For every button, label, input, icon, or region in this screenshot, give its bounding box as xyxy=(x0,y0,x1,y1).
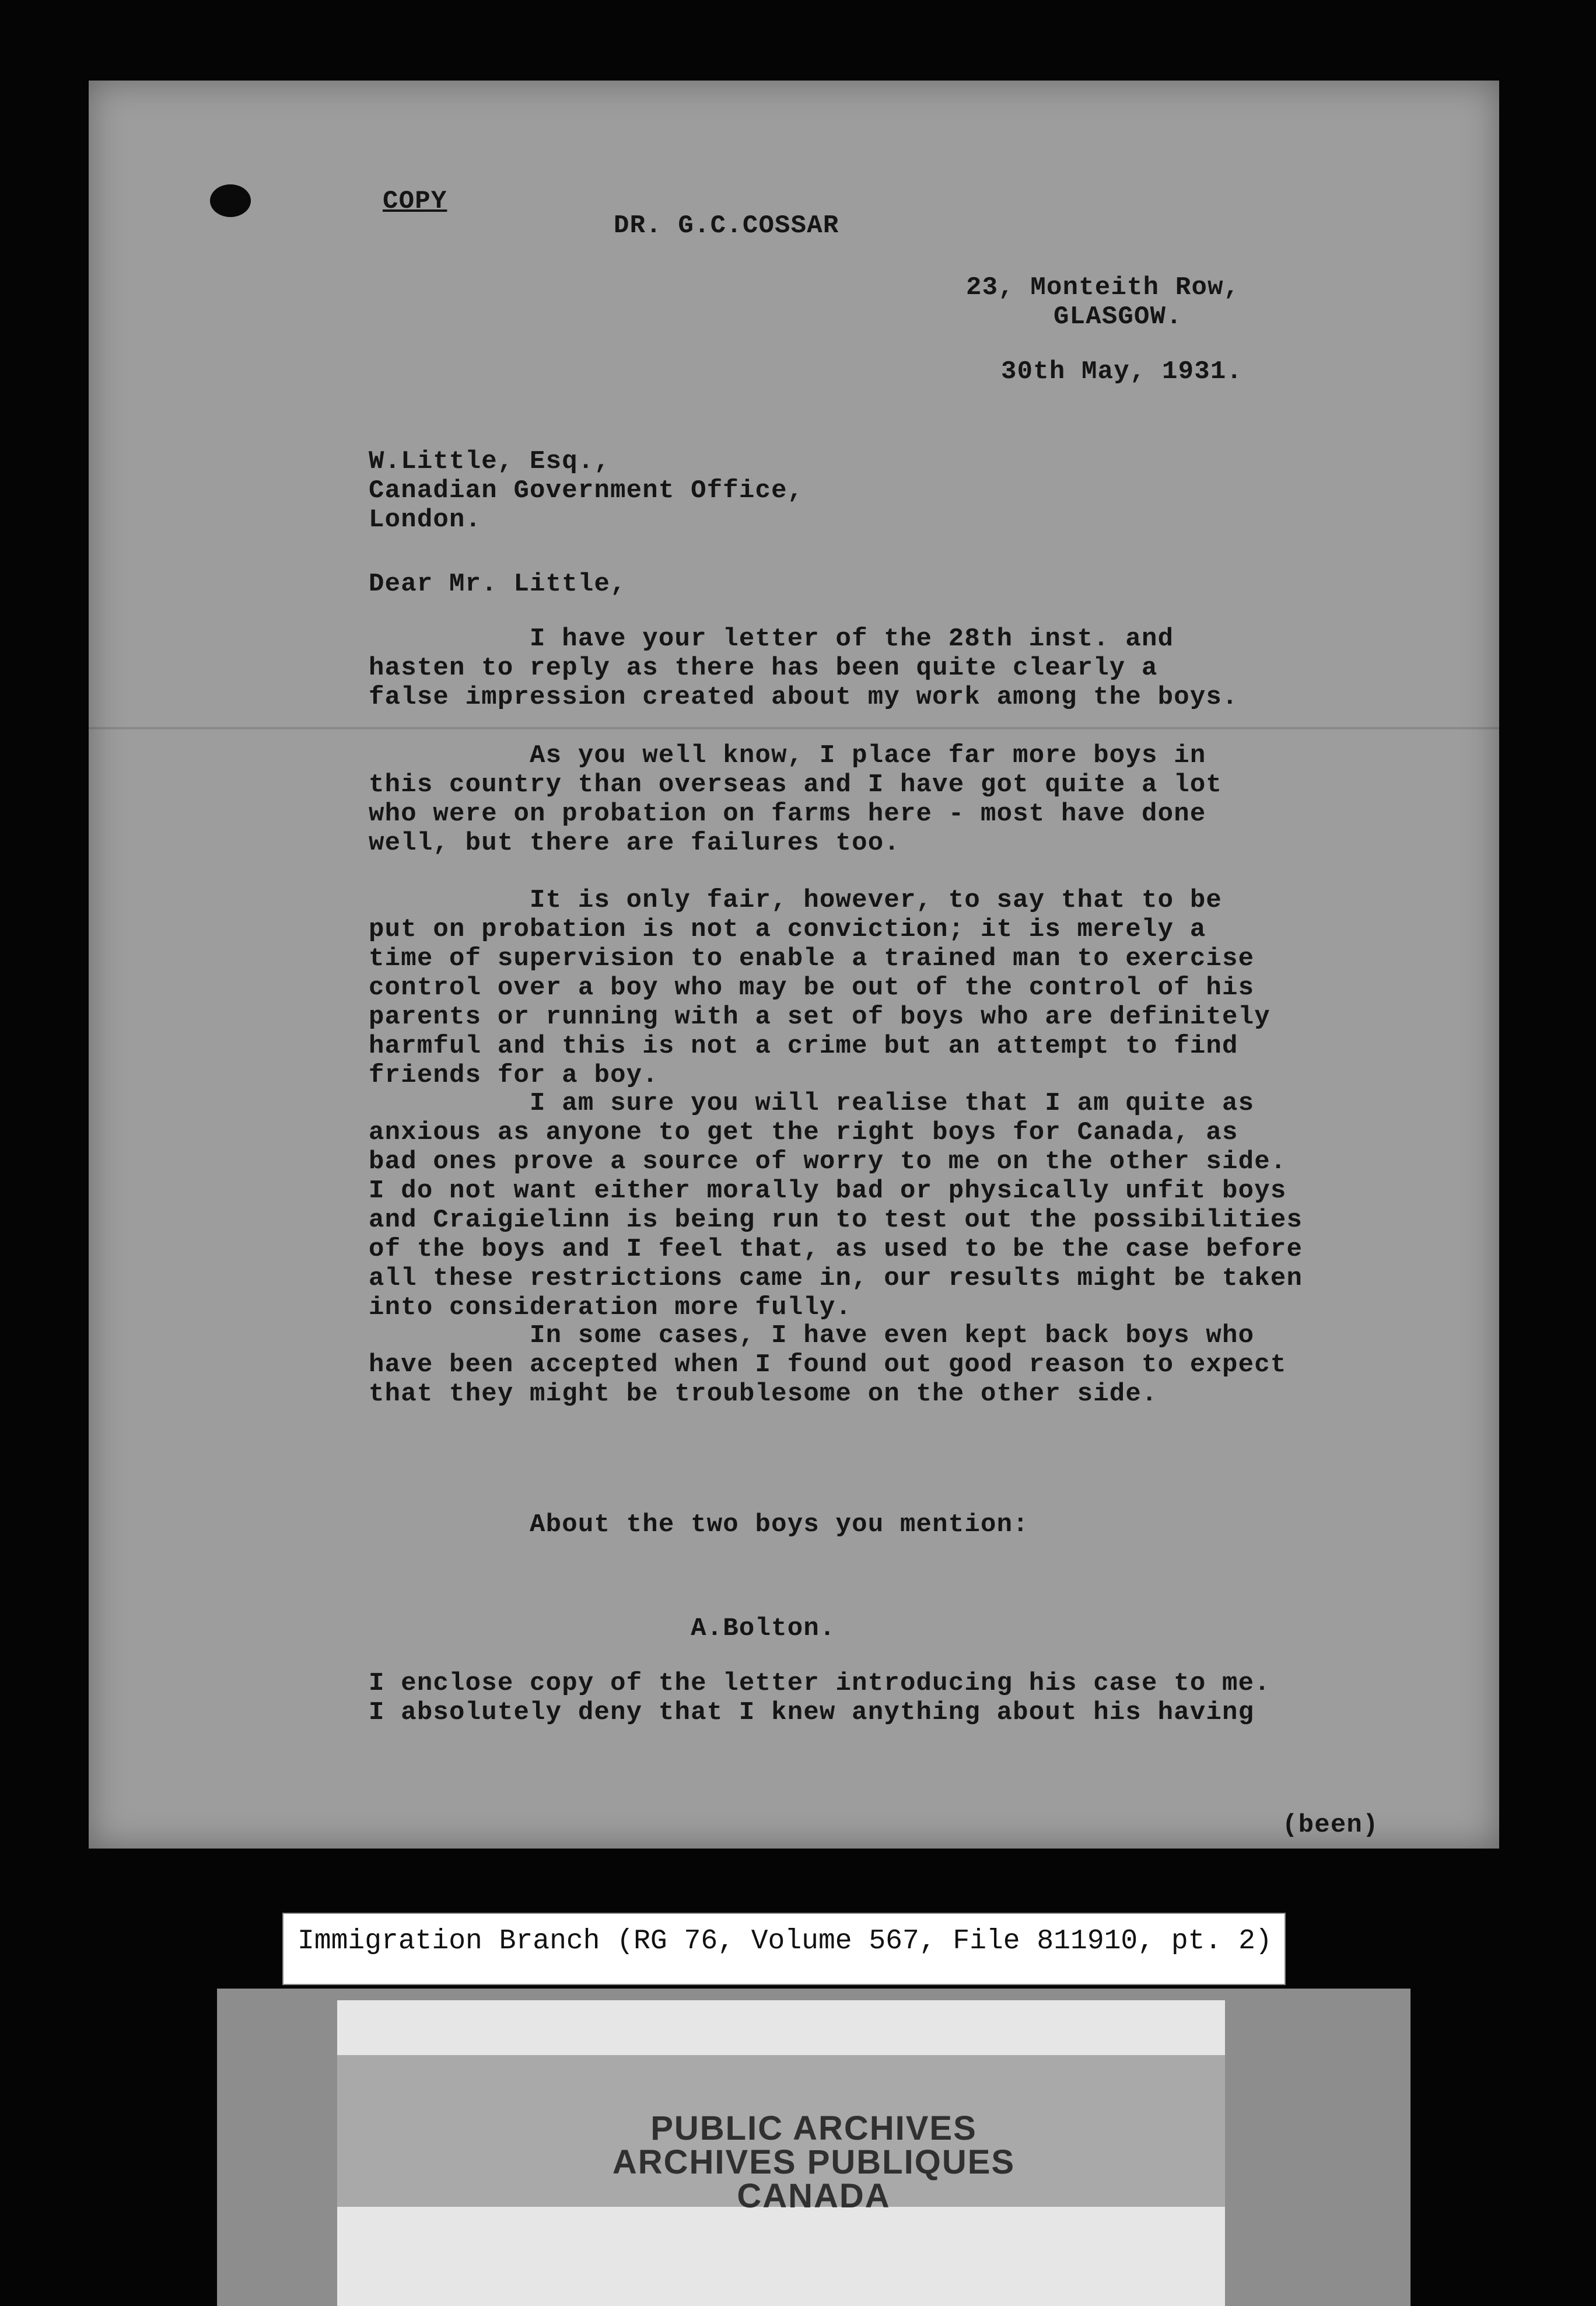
archive-stamp-line-3: CANADA xyxy=(737,2177,891,2215)
archive-reference-text: Immigration Branch (RG 76, Volume 567, File 811910, pt. 2) xyxy=(298,1926,1272,1957)
recipient-block: W.Little, Esq., Canadian Government Office, London. xyxy=(369,447,804,534)
paragraph-5: In some cases, I have even kept back boys who have been accepted when I found out good reason to expect that they might be troublesome on the other side. xyxy=(369,1321,1287,1409)
paragraph-3: It is only fair, however, to say that to be put on probation is not a conviction; it is merely a time of supervision to enable a trained man to exercise control over a boy who may be out of the control of his parents or running with a set of boys who are definitely harmful and this is not a crime but an attempt to find friends for a boy. xyxy=(369,886,1270,1090)
archive-stamp-line-1: PUBLIC ARCHIVES xyxy=(650,2109,977,2147)
address-line-2: GLASGOW. xyxy=(1054,302,1182,331)
salutation: Dear Mr. Little, xyxy=(369,569,626,599)
paragraph-4: I am sure you will realise that I am quite as anxious as anyone to get the right boys for Canada, as bad ones prove a source of worry to me on the other side. I do not want either morally bad or physically unfit boys and Craigielinn is being run to test out the possibilities of the boys and I feel that, as used to be the case before all these restrictions came in, our results might be taken into consideration more fully. xyxy=(369,1089,1303,1322)
punch-hole xyxy=(210,184,251,217)
subheading-bolton: A.Bolton. xyxy=(369,1614,836,1643)
archive-stamp-strip xyxy=(217,1989,1410,2306)
letter-date: 30th May, 1931. xyxy=(1001,357,1243,386)
paragraph-6: About the two boys you mention: xyxy=(369,1510,1029,1539)
fold-crease xyxy=(89,727,1499,729)
paragraph-2: As you well know, I place far more boys in this country than overseas and I have got quite a lot who were on probation on farms here - most have done well, but there are failures too. xyxy=(369,741,1223,858)
address-line-1: 23, Monteith Row, xyxy=(966,273,1240,302)
copy-mark: COPY xyxy=(383,187,447,216)
catchword: (been) xyxy=(1282,1811,1379,1840)
archive-reference-label xyxy=(282,1913,1286,1985)
letterhead: DR. G.C.COSSAR xyxy=(614,211,839,240)
archive-stamp-line-2: ARCHIVES PUBLIQUES xyxy=(612,2143,1016,2181)
paragraph-8: I enclose copy of the letter introducing his case to me. I absolutely deny that I knew anything about his having xyxy=(369,1669,1270,1727)
paragraph-1: I have your letter of the 28th inst. and hasten to reply as there has been quite clearly a false impression created about my work among the boys. xyxy=(369,624,1238,712)
letter-page xyxy=(89,81,1499,1849)
